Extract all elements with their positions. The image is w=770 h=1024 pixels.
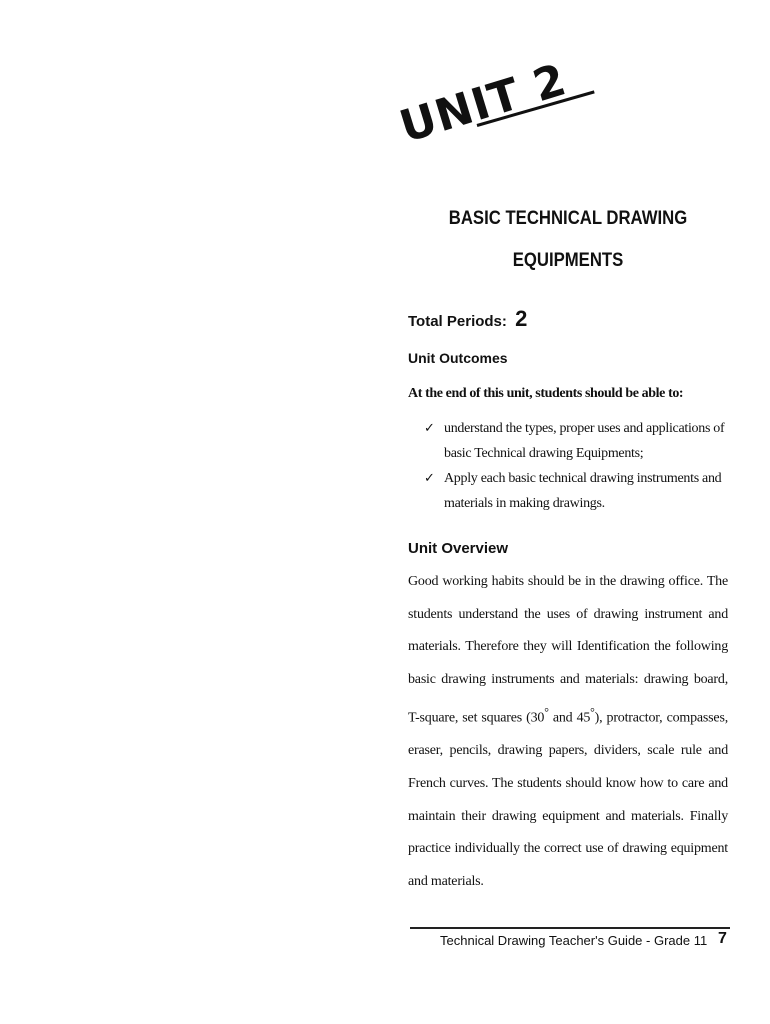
total-periods-label: Total Periods: xyxy=(408,313,507,330)
total-periods xyxy=(408,306,527,332)
degree-sign: ° xyxy=(590,705,595,719)
unit-title: UNIT 2 xyxy=(394,54,573,153)
checkmark-icon: ✓ xyxy=(424,421,435,436)
footer-text: Technical Drawing Teacher's Guide - Grade 11 xyxy=(440,933,708,948)
list-item xyxy=(424,416,744,466)
unit-outcomes-heading: Unit Outcomes xyxy=(408,350,508,366)
outcome-text: understand the types, proper uses and applications of basic Technical drawing Equipments; xyxy=(444,421,725,461)
overview-text-part1: Good working habits should be in the drawing office. The students understand the uses of drawing instrument and materials. Therefore they will Identification the following basic drawing instruments and materials: drawing board, T-square, set squares (30 xyxy=(408,574,728,726)
list-item xyxy=(424,466,744,516)
unit-heading xyxy=(394,54,605,168)
chapter-title-line1: BASIC TECHNICAL DRAWING xyxy=(448,208,688,229)
unit-outcomes-list xyxy=(424,416,744,516)
footer-divider xyxy=(410,927,730,929)
degree-sign: ° xyxy=(544,705,549,719)
total-periods-value: 2 xyxy=(515,306,528,331)
chapter-title-line2: EQUIPMENTS xyxy=(512,250,624,271)
page-number: 7 xyxy=(718,930,727,947)
unit-overview-body xyxy=(408,566,728,899)
unit-overview-heading: Unit Overview xyxy=(408,540,509,557)
outcome-text: Apply each basic technical drawing instruments and materials in making drawings. xyxy=(444,471,722,511)
overview-text-part2: and 45 xyxy=(548,710,591,726)
overview-text-part3: ), protractor, compasses, eraser, pencils, drawing papers, dividers, scale rule and French curves. The students should know how to care and maintain their drawing equipment and materials. Finally practice individually the correct use of drawing equipment and materials. xyxy=(408,710,728,889)
checkmark-icon: ✓ xyxy=(424,471,435,486)
chapter-title xyxy=(420,198,716,282)
unit-outcomes-intro: At the end of this unit, students should be able to: xyxy=(408,386,684,401)
